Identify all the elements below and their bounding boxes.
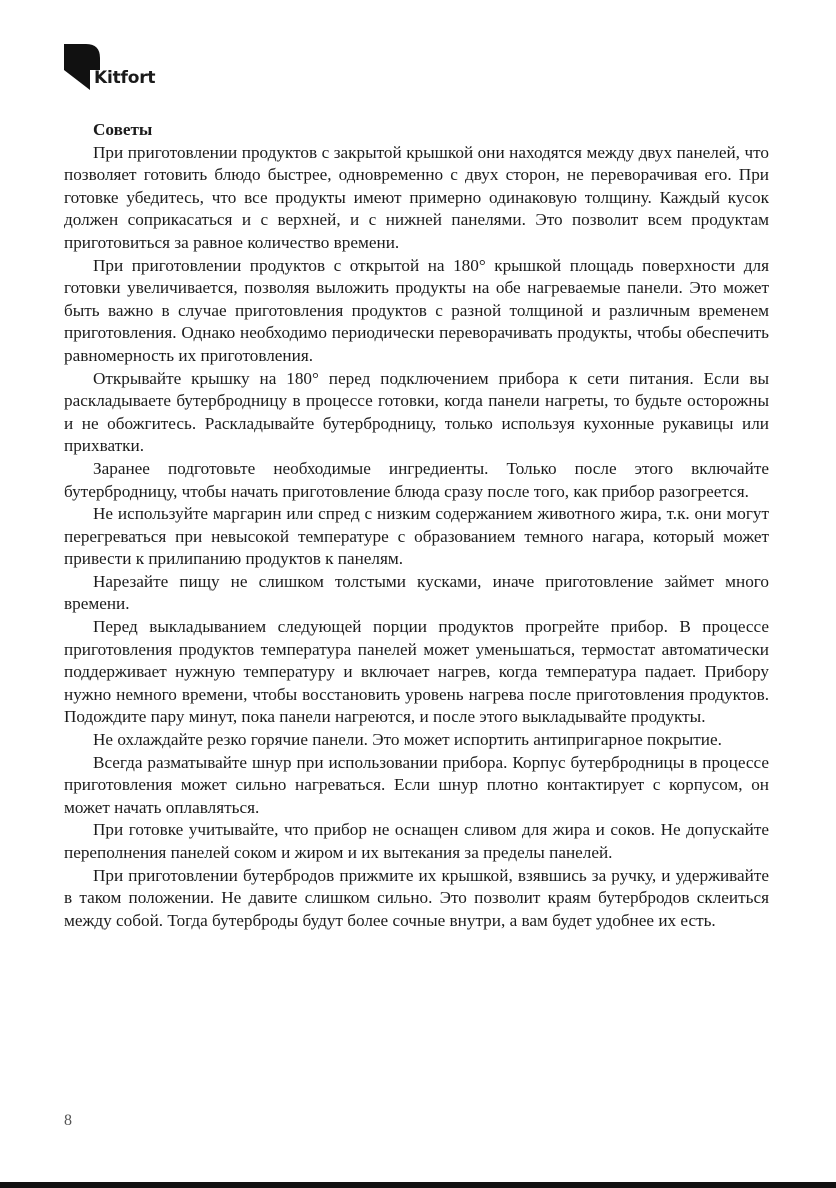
brand-logo (64, 40, 155, 90)
paragraph: Не охлаждайте резко горячие панели. Это может испортить антипригарное покрытие. (93, 730, 722, 750)
paragraph: При готовке учитывайте, что прибор не оснащен сливом для жира и соков. Не допускайте переполнения панелей соком и жиром и их вытекания за пределы панелей. (64, 820, 769, 862)
paragraph: При приготовлении продуктов с закрытой крышкой они находятся между двух панелей, что позволяет готовить блюдо быстрее, одновременно с двух сторон, не переворачивая его. При готовке убедитесь, что все продукты имеют примерно одинаковую толщину. Каждый кусок должен соприкасаться и с верхней, и с нижней панелями. Это позволит всем продуктам приготовиться за равное количество времени. (64, 142, 769, 252)
bottom-rule (0, 1182, 836, 1188)
page-number: 8 (64, 1112, 72, 1129)
main-content (64, 119, 769, 932)
section-title: Советы (93, 120, 153, 139)
paragraph: Не используйте маргарин или спред с низким содержанием животного жира, т.к. они могут перегреваться при невысокой температуре с образованием темного нагара, который может привести к прилипанию продуктов к панелям. (64, 504, 769, 569)
paragraph: При приготовлении бутербродов прижмите их крышкой, взявшись за ручку, и удерживайте в таком положении. Не давите слишком сильно. Это позволит краям бутербродов склеиться между собой. Тогда бутерброды будут более сочные внутри, а вам будет удобнее их есть. (64, 865, 769, 930)
paragraph: Открывайте крышку на 180° перед подключением прибора к сети питания. Если вы раскладываете бутербродницу в процессе готовки, когда панели нагреты, то будьте осторожны и не обожгитесь. Раскладывайте бутербродницу, только используя кухонные рукавицы или прихватки. (64, 368, 769, 456)
brand-name: Kitfort (94, 68, 156, 88)
paragraph: Нарезайте пищу не слишком толстыми кусками, иначе приготовление займет много времени. (64, 571, 769, 614)
paragraph: Перед выкладыванием следующей порции продуктов прогрейте прибор. В процессе приготовления продуктов температура панелей может уменьшаться, термостат автоматически поддерживает нужную температуру и включает нагрев, когда температура падает. Прибору нужно немного времени, чтобы восстановить уровень нагрева после приготовления продуктов. Подождите пару минут, пока панели нагреются, и после этого выкладывайте продукты. (64, 617, 769, 727)
paragraph: Всегда разматывайте шнур при использовании прибора. Корпус бутербродницы в процессе приготовления может сильно нагреваться. Если шнур плотно контактирует с корпусом, он может начать оплавляться. (64, 752, 769, 817)
paragraph: Заранее подготовьте необходимые ингредиенты. Только после этого включайте бутербродницу, чтобы начать приготовление блюда сразу после того, как прибор разогреется. (64, 458, 769, 501)
paragraph: При приготовлении продуктов с открытой на 180° крышкой площадь поверхности для готовки увеличивается, позволяя выложить продукты на обе нагреваемые панели. Это может быть важно в случае приготовления продуктов с разной толщиной и различным временем приготовления. Однако необходимо периодически переворачивать продукты, чтобы обеспечить равномерность их приготовления. (64, 255, 769, 365)
